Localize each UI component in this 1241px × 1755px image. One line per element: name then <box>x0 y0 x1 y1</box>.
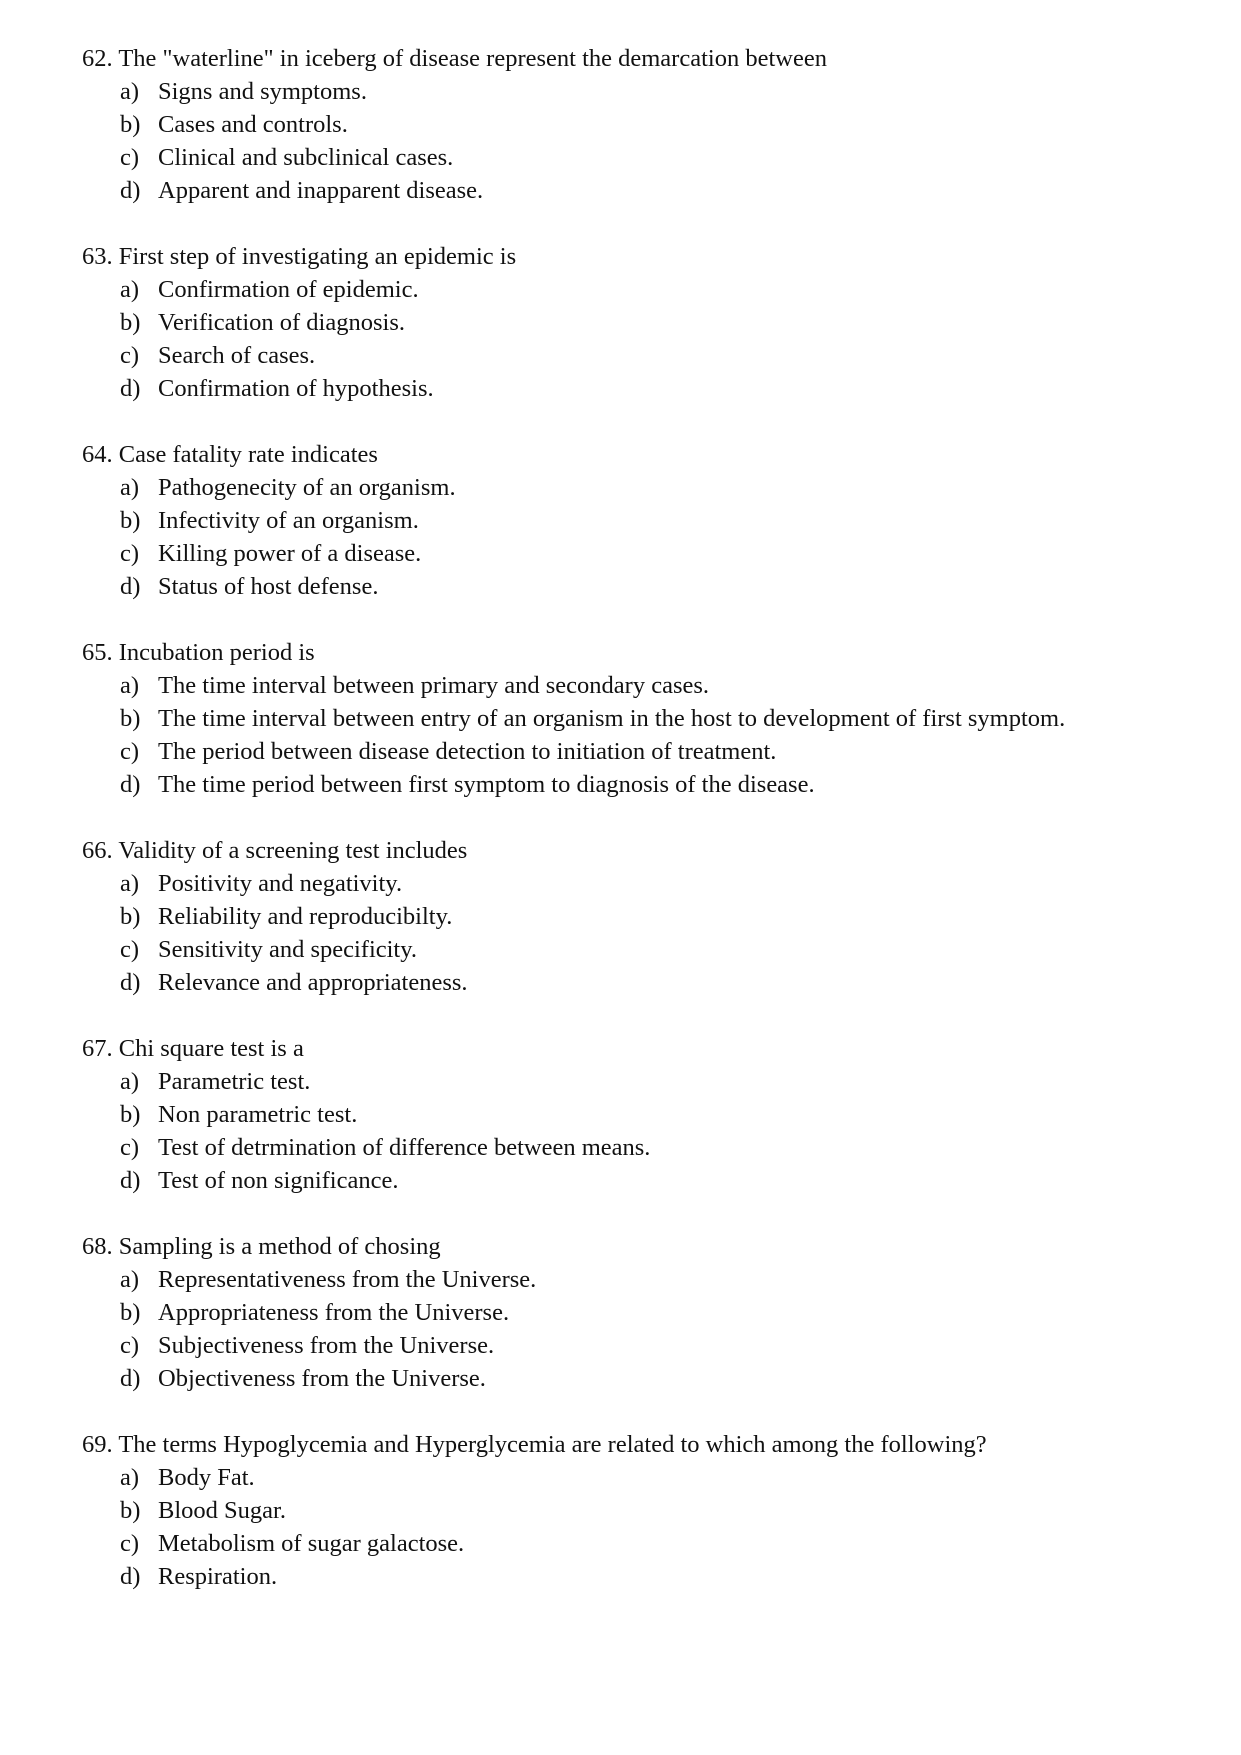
option-letter: a) <box>120 276 140 303</box>
option-d <box>82 174 1202 207</box>
option-c <box>82 537 1202 570</box>
option-d <box>82 372 1202 405</box>
question-stem <box>82 834 1202 867</box>
option-text: Sensitivity and specificity. <box>158 936 418 963</box>
option-b <box>82 900 1202 933</box>
option-text: Clinical and subclinical cases. <box>158 144 454 171</box>
option-text: Killing power of a disease. <box>158 540 422 567</box>
option-text: Respiration. <box>158 1563 278 1590</box>
option-text: Parametric test. <box>158 1068 311 1095</box>
option-b <box>82 702 1202 735</box>
option-b <box>82 1494 1202 1527</box>
option-letter: b) <box>120 309 141 336</box>
option-letter: a) <box>120 474 140 501</box>
option-text: Pathogenecity of an organism. <box>158 474 456 501</box>
option-letter: c) <box>120 1530 140 1557</box>
option-text: Test of non significance. <box>158 1167 399 1194</box>
question-63 <box>82 240 1202 405</box>
option-letter: c) <box>120 540 140 567</box>
option-c <box>82 1329 1202 1362</box>
option-b <box>82 1296 1202 1329</box>
question-number: 69. <box>82 1431 113 1458</box>
option-b <box>82 1098 1202 1131</box>
option-d <box>82 1362 1202 1395</box>
option-letter: a) <box>120 1464 140 1491</box>
option-text: Confirmation of epidemic. <box>158 276 419 303</box>
option-letter: a) <box>120 78 140 105</box>
option-text: Status of host defense. <box>158 573 379 600</box>
option-letter: b) <box>120 1101 141 1128</box>
option-letter: c) <box>120 144 140 171</box>
option-letter: c) <box>120 1134 140 1161</box>
option-a <box>82 867 1202 900</box>
option-letter: d) <box>120 375 141 402</box>
option-a <box>82 1263 1202 1296</box>
option-letter: a) <box>120 672 140 699</box>
option-c <box>82 1527 1202 1560</box>
question-text: The "waterline" in iceberg of disease represent the demarcation between <box>118 45 827 72</box>
question-number: 62. <box>82 45 113 72</box>
option-text: Non parametric test. <box>158 1101 358 1128</box>
option-c <box>82 735 1202 768</box>
question-67 <box>82 1032 1202 1197</box>
option-letter: c) <box>120 936 140 963</box>
option-letter: a) <box>120 1266 140 1293</box>
option-letter: c) <box>120 738 140 765</box>
option-text: Reliability and reproducibilty. <box>158 903 453 930</box>
option-d <box>82 1164 1202 1197</box>
option-text: Test of detrmination of difference between means. <box>158 1134 651 1161</box>
question-number: 66. <box>82 837 113 864</box>
option-letter: a) <box>120 1068 140 1095</box>
option-d <box>82 966 1202 999</box>
option-c <box>82 141 1202 174</box>
option-text: Signs and symptoms. <box>158 78 367 105</box>
option-letter: b) <box>120 1497 141 1524</box>
option-d <box>82 570 1202 603</box>
option-text: Verification of diagnosis. <box>158 309 405 336</box>
question-number: 64. <box>82 441 113 468</box>
question-text: Sampling is a method of chosing <box>118 1233 441 1260</box>
option-text: The time period between first symptom to diagnosis of the disease. <box>158 771 815 798</box>
question-69 <box>82 1428 1202 1593</box>
option-letter: b) <box>120 507 141 534</box>
question-62 <box>82 42 1202 207</box>
option-text: The time interval between primary and secondary cases. <box>158 672 710 699</box>
option-text: The time interval between entry of an organism in the host to development of first symptom. <box>158 705 1066 732</box>
question-stem <box>82 240 1202 273</box>
option-text: Search of cases. <box>158 342 316 369</box>
option-text: Infectivity of an organism. <box>158 507 419 534</box>
question-stem <box>82 438 1202 471</box>
option-text: Blood Sugar. <box>158 1497 286 1524</box>
option-text: Confirmation of hypothesis. <box>158 375 434 402</box>
option-text: Cases and controls. <box>158 111 348 138</box>
option-b <box>82 108 1202 141</box>
question-66 <box>82 834 1202 999</box>
question-65 <box>82 636 1202 801</box>
option-letter: d) <box>120 771 141 798</box>
question-number: 68. <box>82 1233 113 1260</box>
question-68 <box>82 1230 1202 1395</box>
question-number: 63. <box>82 243 113 270</box>
question-text: First step of investigating an epidemic is <box>118 243 517 270</box>
question-64 <box>82 438 1202 603</box>
option-text: Objectiveness from the Universe. <box>158 1365 486 1392</box>
question-stem <box>82 1428 1202 1461</box>
option-letter: b) <box>120 1299 141 1326</box>
option-a <box>82 273 1202 306</box>
option-c <box>82 933 1202 966</box>
option-letter: d) <box>120 1563 141 1590</box>
option-text: Relevance and appropriateness. <box>158 969 468 996</box>
question-stem <box>82 1230 1202 1263</box>
option-a <box>82 1065 1202 1098</box>
option-d <box>82 768 1202 801</box>
option-a <box>82 1461 1202 1494</box>
option-letter: b) <box>120 903 141 930</box>
option-letter: d) <box>120 177 141 204</box>
question-stem <box>82 42 1202 75</box>
option-text: Appropriateness from the Universe. <box>158 1299 510 1326</box>
option-text: Body Fat. <box>158 1464 255 1491</box>
option-text: Representativeness from the Universe. <box>158 1266 537 1293</box>
option-a <box>82 471 1202 504</box>
option-letter: c) <box>120 342 140 369</box>
question-text: Incubation period is <box>118 639 315 666</box>
question-stem <box>82 636 1202 669</box>
option-text: The period between disease detection to initiation of treatment. <box>158 738 777 765</box>
option-c <box>82 1131 1202 1164</box>
option-a <box>82 669 1202 702</box>
question-text: Validity of a screening test includes <box>118 837 468 864</box>
option-text: Apparent and inapparent disease. <box>158 177 484 204</box>
option-letter: d) <box>120 1365 141 1392</box>
question-number: 67. <box>82 1035 113 1062</box>
option-letter: b) <box>120 705 141 732</box>
option-b <box>82 306 1202 339</box>
option-letter: d) <box>120 1167 141 1194</box>
option-letter: d) <box>120 969 141 996</box>
option-text: Metabolism of sugar galactose. <box>158 1530 465 1557</box>
option-d <box>82 1560 1202 1593</box>
option-letter: a) <box>120 870 140 897</box>
option-text: Subjectiveness from the Universe. <box>158 1332 495 1359</box>
option-b <box>82 504 1202 537</box>
option-letter: c) <box>120 1332 140 1359</box>
question-text: The terms Hypoglycemia and Hyperglycemia are related to which among the following? <box>118 1431 987 1458</box>
question-text: Case fatality rate indicates <box>118 441 378 468</box>
question-text: Chi square test is a <box>118 1035 304 1062</box>
option-letter: d) <box>120 573 141 600</box>
option-c <box>82 339 1202 372</box>
option-letter: b) <box>120 111 141 138</box>
option-a <box>82 75 1202 108</box>
question-stem <box>82 1032 1202 1065</box>
question-number: 65. <box>82 639 113 666</box>
option-text: Positivity and negativity. <box>158 870 403 897</box>
